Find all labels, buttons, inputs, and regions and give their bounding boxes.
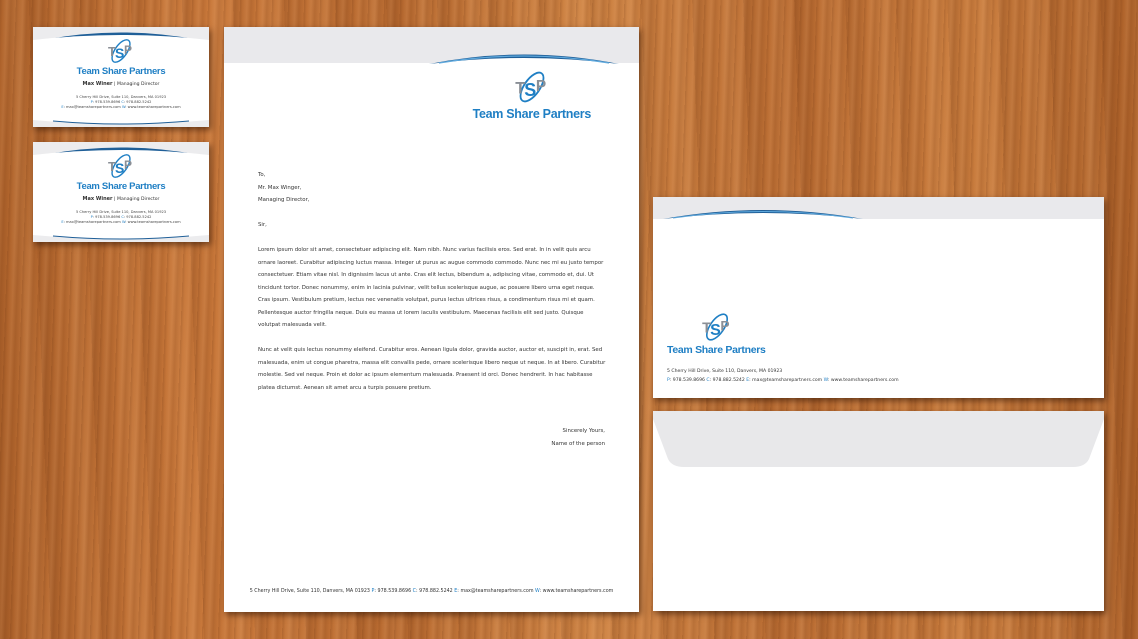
business-card-front-2 <box>33 142 209 242</box>
letter-paragraph-1: Lorem ipsum dolor sit amet, consectetuer adipiscing elit. Nam nibh. Nunc varius facilisis eros. Sed erat. In in velit quis arcu ornare laoreet. Curabitur adipiscing luctus massa. Integer ut purus ac augue commodo commodo. Nunc nec mi eu justo tempor consectetuer. Etiam vitae nisl. In dignissim lacus ut ante. Cras elit lectus, bibendum a, adipiscing vitae, commodo et, dui. Ut tincidunt tortor. Donec nonummy, enim in lacinia pulvinar, velit tellus scelerisque augue, ac posuere libero urna eget neque. Cras ipsum. Vestibulum pretium, lectus nec venenatis volutpat, purus lectus ultrices risus, a condimentum risus mi et quam. Pellentesque auctor fringilla neque. Duis eu massa ut lorem iaculis vestibulum. Maecenas facilisis elit sed justo. Quisque volutpat malesuada velit. <box>258 247 604 328</box>
svg-text:T: T <box>108 44 116 59</box>
envelope-contact-line: P: 978.539.8696 C: 978.882.5242 E: max@teamsharepartners.com W: www.teamsharepartners.com <box>667 377 899 383</box>
svg-text:S: S <box>115 160 125 176</box>
brand-logo <box>33 37 209 77</box>
card-email-web: E: max@teamsharepartners.com W: www.teamsharepartners.com <box>61 220 181 225</box>
svg-text:P: P <box>124 43 133 57</box>
brand-logo <box>473 69 591 121</box>
card-person <box>33 196 209 202</box>
tsp-monogram-icon <box>510 69 554 105</box>
svg-text:S: S <box>115 45 125 61</box>
letter-signer: Name of the person <box>551 441 605 447</box>
svg-text:S: S <box>524 80 537 100</box>
swoosh-graphic <box>224 27 639 65</box>
brand-logo <box>667 311 766 356</box>
swoosh-graphic <box>653 197 1104 220</box>
brand-wordmark: Team Share Partners <box>76 181 166 192</box>
business-card-front-1 <box>33 27 209 127</box>
letter-to: To, <box>258 172 266 178</box>
card-name: Max Winer <box>82 81 113 87</box>
card-email-web: E: max@teamsharepartners.com W: www.teamsharepartners.com <box>61 105 181 110</box>
letter-body <box>258 169 606 407</box>
card-separator: | <box>113 197 116 202</box>
letter-signature <box>551 425 605 451</box>
svg-text:T: T <box>702 320 712 337</box>
letter-header-band <box>224 27 639 65</box>
tsp-monogram-icon <box>104 152 138 180</box>
envelope-front <box>653 197 1104 398</box>
card-bottom-band <box>33 119 209 127</box>
letter-recipient-title: Managing Director, <box>258 197 310 203</box>
card-phones: P: 978.539.8696 C: 978.882.5242 <box>90 100 152 105</box>
letterhead-page <box>224 27 639 612</box>
letter-closing: Sincerely Yours, <box>562 428 605 434</box>
brand-logo <box>33 152 209 192</box>
card-contact <box>33 95 209 111</box>
svg-text:P: P <box>720 318 730 334</box>
tsp-monogram-icon <box>697 311 737 343</box>
letter-paragraph-2: Nunc at velit quis lectus nonummy eleifend. Curabitur eros. Aenean ligula dolor, gravida auctor, auctor et, suscipit in, erat. Sed malesuada, enim ut congue pharetra, massa elit convallis pede, ornare scelerisque libero neque ut neque. In at libero. Curabitur molestie. Sed vel neque. Proin et dolor ac ipsum elementum malesuada. Praesent id orci. Donec hendrerit. In hac habitasse platea dictumst. Aenean sit amet arcu a turpis posuere pretium. <box>258 347 606 391</box>
card-bottom-band <box>33 234 209 242</box>
card-name: Max Winer <box>82 196 113 202</box>
card-address: 5 Cherry Hill Drive, Suite 110, Danvers, MA 01923 <box>75 95 167 99</box>
letter-recipient-name: Mr. Max Winger, <box>258 184 302 191</box>
tsp-monogram-icon <box>104 37 138 65</box>
svg-text:P: P <box>535 77 546 95</box>
letter-footer: 5 Cherry Hill Drive, Suite 110, Danvers, MA 01923 P: 978.539.8696 C: 978.882.5242 E: max@teamsharepartners.com W: www.teamsharepartners.com <box>249 589 614 594</box>
envelope-back <box>653 411 1104 611</box>
svg-text:T: T <box>515 78 526 98</box>
card-title: Managing Director <box>117 197 160 202</box>
letter-salutation: Sir, <box>258 222 267 228</box>
card-title: Managing Director <box>117 82 160 87</box>
svg-text:P: P <box>124 158 133 172</box>
card-phones: P: 978.539.8696 C: 978.882.5242 <box>90 215 152 220</box>
card-contact <box>33 210 209 226</box>
brand-wordmark: Team Share Partners <box>667 344 766 356</box>
svg-text:T: T <box>108 159 116 174</box>
svg-text:S: S <box>710 322 721 339</box>
envelope-header-band <box>653 197 1104 220</box>
card-person <box>33 81 209 87</box>
envelope-address: 5 Cherry Hill Drive, Suite 110, Danvers, MA 01923 <box>667 369 783 374</box>
envelope-flap <box>653 411 1104 471</box>
card-address: 5 Cherry Hill Drive, Suite 110, Danvers, MA 01923 <box>75 210 167 214</box>
envelope-contact <box>667 368 899 385</box>
brand-wordmark: Team Share Partners <box>472 107 591 121</box>
brand-wordmark: Team Share Partners <box>76 66 166 77</box>
card-separator: | <box>113 82 116 87</box>
